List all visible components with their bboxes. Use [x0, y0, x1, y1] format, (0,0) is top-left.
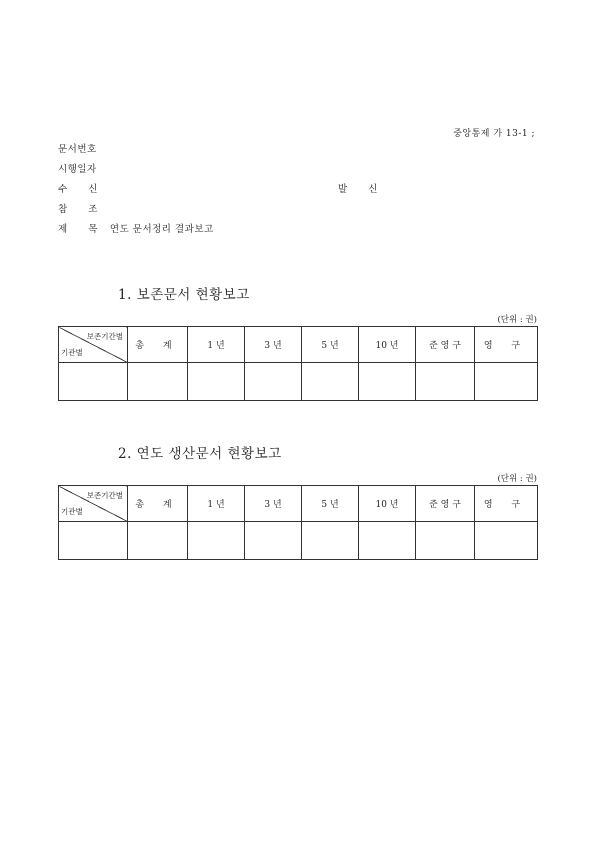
col-header: 영 구: [475, 327, 538, 363]
subject-value: 연도 문서정리 결과보고: [109, 224, 214, 235]
table-cell: [302, 363, 359, 401]
col-header: 준 영 구: [416, 486, 475, 522]
col-header: 준 영 구: [416, 327, 475, 363]
doc-number-label: 문서번호: [58, 144, 97, 155]
table-cell: [128, 363, 188, 401]
table-cell: [188, 522, 245, 560]
section-2-table: [58, 485, 538, 560]
table-cell: [416, 363, 475, 401]
table-cell: [359, 363, 416, 401]
col-header: 10 년: [359, 486, 416, 522]
col-header: 총 계: [128, 486, 188, 522]
diag-top-label: 보존기간별: [86, 332, 123, 341]
table-row: [59, 363, 538, 401]
col-header: 1 년: [188, 327, 245, 363]
table-cell: [416, 522, 475, 560]
subject-label: 제 목: [58, 224, 107, 235]
sender-label: 발 신: [338, 184, 387, 195]
col-header: 5 년: [302, 327, 359, 363]
col-header: 총 계: [128, 327, 188, 363]
diag-bottom-label: 기관별: [61, 348, 83, 357]
col-header: 1 년: [188, 486, 245, 522]
section-2-diag-header: [59, 486, 128, 522]
col-header: 3 년: [245, 486, 302, 522]
section-1-table: [58, 326, 538, 401]
table-cell: [188, 363, 245, 401]
table-cell: [359, 522, 416, 560]
col-header: 10 년: [359, 327, 416, 363]
subject-row: [58, 221, 214, 235]
table-row: [59, 522, 538, 560]
exec-date-label: 시행일자: [58, 164, 97, 175]
table-cell: [302, 522, 359, 560]
table-cell: [245, 363, 302, 401]
table-cell: [245, 522, 302, 560]
col-header: 5 년: [302, 486, 359, 522]
section-1-title: 1. 보존문서 현황보고: [118, 287, 250, 303]
table-cell: [59, 363, 128, 401]
section-2-unit: (단위 : 권): [497, 474, 537, 484]
table-cell: [475, 363, 538, 401]
col-header: 영 구: [475, 486, 538, 522]
form-code: 중앙통제 가 13-1 ;: [453, 129, 535, 139]
section-1-unit: (단위 : 권): [497, 315, 537, 325]
diag-bottom-label: 기관별: [61, 507, 83, 516]
col-header: 3 년: [245, 327, 302, 363]
table-cell: [475, 522, 538, 560]
diag-top-label: 보존기간별: [86, 491, 123, 500]
section-1-diag-header: [59, 327, 128, 363]
cc-label: 참 조: [58, 204, 107, 215]
section-2-title: 2. 연도 생산문서 현황보고: [118, 446, 282, 462]
table-cell: [59, 522, 128, 560]
table-cell: [128, 522, 188, 560]
recipient-label: 수 신: [58, 184, 107, 195]
